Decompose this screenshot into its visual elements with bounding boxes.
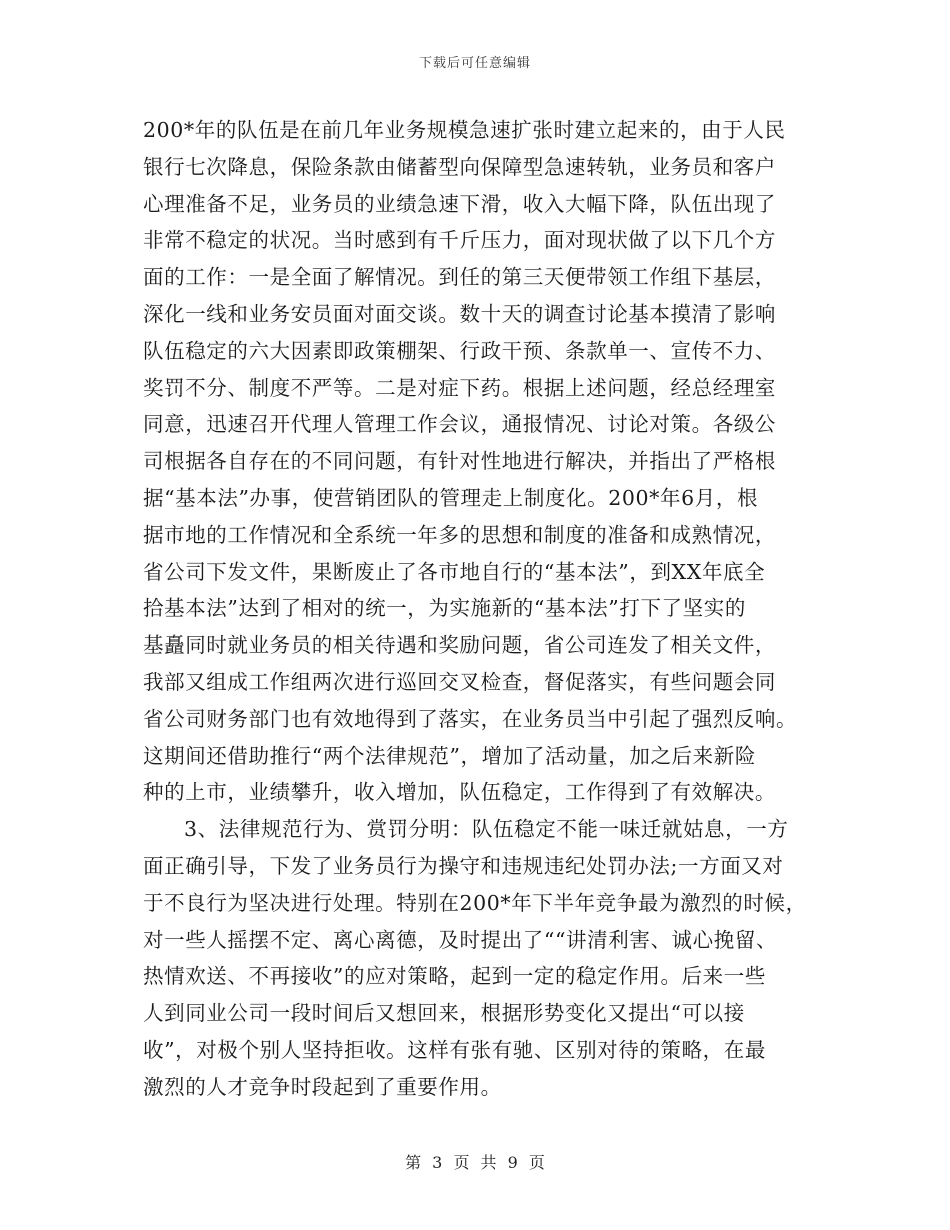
text-line: 人到同业公司一段时间后又想回来，根据形势变化又提出“可以接 <box>143 1001 745 1026</box>
page-number: 第 3 页 共 9 页 <box>405 1153 545 1172</box>
page-header-note: 下载后可任意编辑 <box>418 56 531 71</box>
text-line: 同意，迅速召开代理人管理工作会议，通报情况、讨论对策。各级公 <box>143 412 776 437</box>
text-line: 200*年的队伍是在前几年业务规模急速扩张时建立起来的，由于人民 <box>143 118 786 142</box>
text-line: 司根据各自存在的不同问题，有针对性地进行解决，并指出了严格根 <box>143 449 776 474</box>
text-line: 银行七次降息，保险条款由储蓄型向保障型急速转轨，业务员和客户 <box>143 154 776 179</box>
text-line: 热情欢送、不再接收”的应对策略，起到一定的稳定作用。后来一些 <box>143 964 766 989</box>
text-line: 省公司下发文件，果断废止了各市地自行的“基本法”，到XX年底全 <box>143 559 766 584</box>
text-line: 面的工作：一是全面了解情况。到任的第三天便带领工作组下基层， <box>143 265 776 290</box>
text-line: 3、法律规范行为、赏罚分明：队伍稳定不能一味迁就姑息，一方 <box>184 817 789 842</box>
text-line: 这期间还借助推行“两个法律规范”，增加了活动量，加之后来新险 <box>143 743 756 768</box>
text-line: 深化一线和业务安员面对面交谈。数十天的调查讨论基本摸清了影响 <box>143 301 776 326</box>
text-line: 据市地的工作情况和全系统一年多的思想和制度的准备和成熟情况， <box>143 522 776 547</box>
text-line: 面正确引导，下发了业务员行为操守和违规违纪处罚办法;一方面又对 <box>143 853 784 878</box>
text-line: 对一些人摇摆不定、离心离德，及时提出了““讲清利害、诚心挽留、 <box>143 927 778 952</box>
text-line: 拾基本法”达到了相对的统一，为实施新的“基本法”打下了坚实的 <box>143 596 746 621</box>
text-line: 我部又组成工作组两次进行巡回交叉检查，督促落实，有些问题会同 <box>143 669 776 694</box>
text-line: 种的上市，业绩攀升，收入增加，队伍稳定，工作得到了有效解决。 <box>143 780 776 805</box>
text-line: 非常不稳定的状况。当时感到有千斤压力，面对现状做了以下几个方 <box>143 228 776 253</box>
document-body <box>143 112 813 1106</box>
text-line: 据“基本法”办事，使营销团队的管理走上制度化。200*年6月，根 <box>143 485 759 510</box>
text-line: 于不良行为坚决进行处理。特别在200*年下半年竞争最为激烈的时候， <box>143 890 807 915</box>
text-line: 激烈的人才竞争时段起到了重要作用。 <box>143 1074 502 1099</box>
text-line: 基矗同时就业务员的相关待遇和奖励问题，省公司连发了相关文件， <box>143 633 776 658</box>
text-line: 心理准备不足，业务员的业绩急速下滑，收入大幅下降，队伍出现了 <box>143 191 776 216</box>
text-line: 省公司财务部门也有效地得到了落实，在业务员当中引起了强烈反响。 <box>143 706 798 731</box>
text-line: 奖罚不分、制度不严等。二是对症下药。根据上述问题，经总经理室 <box>143 375 776 400</box>
text-line: 队伍稳定的六大因素即政策棚架、行政干预、条款单一、宣传不力、 <box>143 338 776 363</box>
text-line: 收”，对极个别人坚持拒收。这样有张有驰、区别对待的策略，在最 <box>143 1037 766 1062</box>
